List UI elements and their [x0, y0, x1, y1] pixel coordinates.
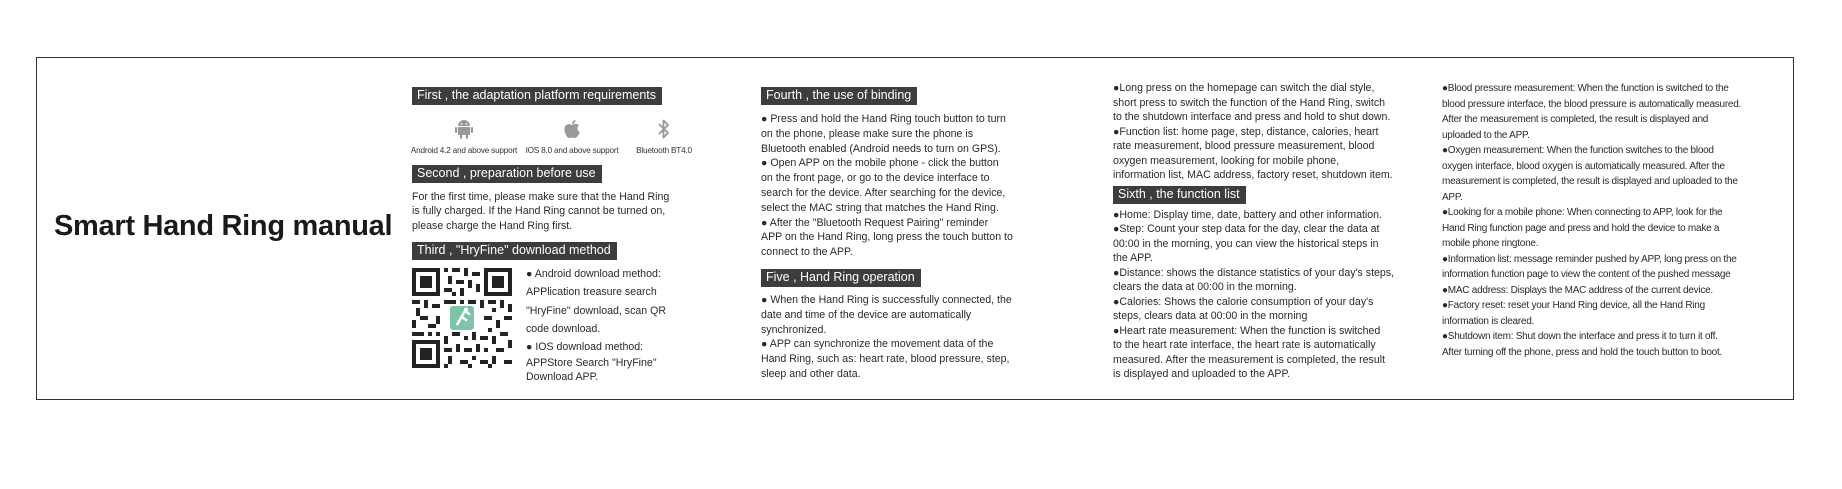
text-line: ●MAC address: Displays the MAC address of the current device.	[1442, 284, 1713, 296]
text-line: to the shutdown interface and press and hold to shut down.	[1113, 111, 1391, 123]
download-text	[526, 265, 666, 384]
text-line: sleep and other data.	[761, 367, 861, 380]
text-line: oxygen measurement, looking for mobile phone,	[1113, 154, 1340, 167]
text-line: ●Looking for a mobile phone: When connecting to APP, look for the	[1442, 207, 1723, 218]
text-line: connect to the APP.	[761, 246, 853, 259]
platform-android-label: Android 4.2 and above support	[410, 146, 518, 155]
text-line: the APP.	[1113, 252, 1153, 264]
section-header-function-list: Sixth , the function list	[1113, 186, 1246, 204]
binding-text	[761, 112, 1061, 260]
text-line: After the measurement is completed, the result is displayed and	[1442, 114, 1709, 125]
section-header-binding: Fourth , the use of binding	[761, 87, 917, 105]
text-line: select the MAC string that matches the Hand Ring.	[761, 201, 999, 214]
text-line: ● IOS download method:	[526, 341, 644, 354]
platform-bluetooth	[624, 119, 704, 155]
text-line: For the first time, please make sure that the Hand Ring	[412, 191, 670, 203]
text-line: search for the device. After searching for the device,	[761, 186, 1006, 199]
text-line: ● Android download method:	[526, 268, 661, 281]
text-line: oxygen interface, blood oxygen is automatically measured. After the	[1442, 160, 1725, 172]
text-line: information is cleared.	[1442, 315, 1535, 327]
text-line: measured. After the measurement is completed, the result	[1113, 353, 1386, 366]
text-line: clears the data at 00:00 in the morning.	[1113, 281, 1297, 293]
text-line: blood pressure interface, the blood pressure is automatically measured.	[1442, 98, 1742, 110]
text-line: Download APP.	[526, 371, 599, 384]
text-line: ●Shutdown item: Shut down the interface and press it to turn it off.	[1442, 331, 1718, 342]
text-line: rate measurement, blood pressure measurement, blood	[1113, 140, 1375, 152]
text-line: short press to switch the function of the Hand Ring, switch	[1113, 96, 1386, 109]
platform-list	[412, 119, 712, 155]
column-4	[1442, 81, 1782, 360]
text-line: ● After the "Bluetooth Request Pairing" reminder	[761, 216, 989, 229]
text-line: mobile phone ringtone.	[1442, 238, 1539, 249]
column-3	[1113, 81, 1413, 382]
text-line: information list, MAC address, factory reset, shutdown item.	[1113, 169, 1393, 181]
platform-bluetooth-label: Bluetooth BT4.0	[636, 146, 692, 155]
text-line: ● Open APP on the mobile phone - click the button	[761, 157, 999, 170]
text-line: "HryFine" download, scan QR	[526, 304, 666, 317]
text-line: steps, clears data at 00:00 in the morning	[1113, 310, 1308, 322]
text-line: measurement is completed, the result is displayed and uploaded to the	[1442, 176, 1738, 187]
text-line: ●Calories: Shows the calorie consumption of your day's	[1113, 295, 1374, 308]
qr-code-icon	[412, 268, 512, 368]
text-line: 00:00 in the morning, you can view the historical steps in	[1113, 237, 1379, 250]
column-1	[412, 86, 712, 384]
section-header-download: Third , "HryFine" download method	[412, 242, 617, 260]
apple-icon	[563, 119, 581, 139]
text-line: APP on the Hand Ring, long press the touch button to	[761, 231, 1013, 244]
text-line: is fully charged. If the Hand Ring cannot be turned on,	[412, 205, 666, 218]
text-line: ●Distance: shows the distance statistics of your day's steps,	[1113, 266, 1395, 279]
text-line: ●Function list: home page, step, distance, calories, heart	[1113, 125, 1379, 138]
text-line: ●Blood pressure measurement: When the function is switched to the	[1442, 83, 1729, 94]
text-line: information function page to view the content of the pushed message	[1442, 269, 1731, 280]
text-line: date and time of the device are automatically	[761, 308, 972, 321]
text-line: ●Home: Display time, date, battery and other information.	[1113, 208, 1383, 221]
column-2	[761, 86, 1061, 382]
operation-text	[761, 293, 1061, 382]
text-line: ●Factory reset: reset your Hand Ring device, all the Hand Ring	[1442, 300, 1705, 311]
text-line: on the front page, or go to the device interface to	[761, 172, 990, 185]
text-line: please charge the Hand Ring first.	[412, 219, 573, 232]
text-line: is displayed and uploaded to the APP.	[1113, 368, 1291, 380]
text-line: ● APP can synchronize the movement data of the	[761, 338, 994, 351]
manual-title: Smart Hand Ring manual	[54, 210, 393, 242]
platform-ios	[520, 119, 624, 155]
section-header-preparation: Second , preparation before use	[412, 165, 602, 183]
text-line: code download.	[526, 322, 601, 335]
download-section	[412, 268, 712, 384]
bluetooth-icon	[657, 119, 671, 139]
function-details-text	[1442, 81, 1782, 360]
text-line: ●Step: Count your step data for the day, clear the data at	[1113, 223, 1380, 235]
text-line: ● Press and hold the Hand Ring touch button to turn	[761, 113, 1006, 125]
text-line: on the phone, please make sure the phone is	[761, 127, 974, 140]
text-line: ●Long press on the homepage can switch the dial style,	[1113, 82, 1375, 94]
dial-and-function-text	[1113, 81, 1413, 183]
text-line: Bluetooth enabled (Android needs to turn on GPS).	[761, 142, 1001, 155]
text-line: Hand Ring, such as: heart rate, blood pressure, step,	[761, 353, 1010, 366]
text-line: synchronized.	[761, 323, 827, 336]
text-line: ●Heart rate measurement: When the function is switched	[1113, 324, 1381, 337]
text-line: uploaded to the APP.	[1442, 129, 1530, 141]
text-line: APPlication treasure search	[526, 286, 657, 299]
text-line: APPStore Search "HryFine"	[526, 357, 657, 370]
text-line: Hand Ring function page and press and hold the device to make a	[1442, 222, 1720, 234]
text-line: to the heart rate interface, the heart rate is automatically	[1113, 339, 1376, 351]
text-line: ● When the Hand Ring is successfully connected, the	[761, 293, 1012, 306]
android-icon	[455, 119, 473, 139]
preparation-text	[412, 190, 712, 233]
platform-ios-label: IOS 8.0 and above support	[525, 146, 619, 155]
section-header-platform: First , the adaptation platform requirements	[412, 87, 662, 105]
text-line: ●Information list: message reminder pushed by APP, long press on the	[1442, 253, 1737, 265]
platform-android	[408, 119, 520, 155]
section-header-operation: Five , Hand Ring operation	[761, 269, 921, 287]
function-list-text	[1113, 208, 1413, 382]
text-line: After turning off the phone, press and hold the touch button to boot.	[1442, 346, 1723, 358]
text-line: ●Oxygen measurement: When the function switches to the blood	[1442, 145, 1714, 156]
text-line: APP.	[1442, 191, 1463, 203]
